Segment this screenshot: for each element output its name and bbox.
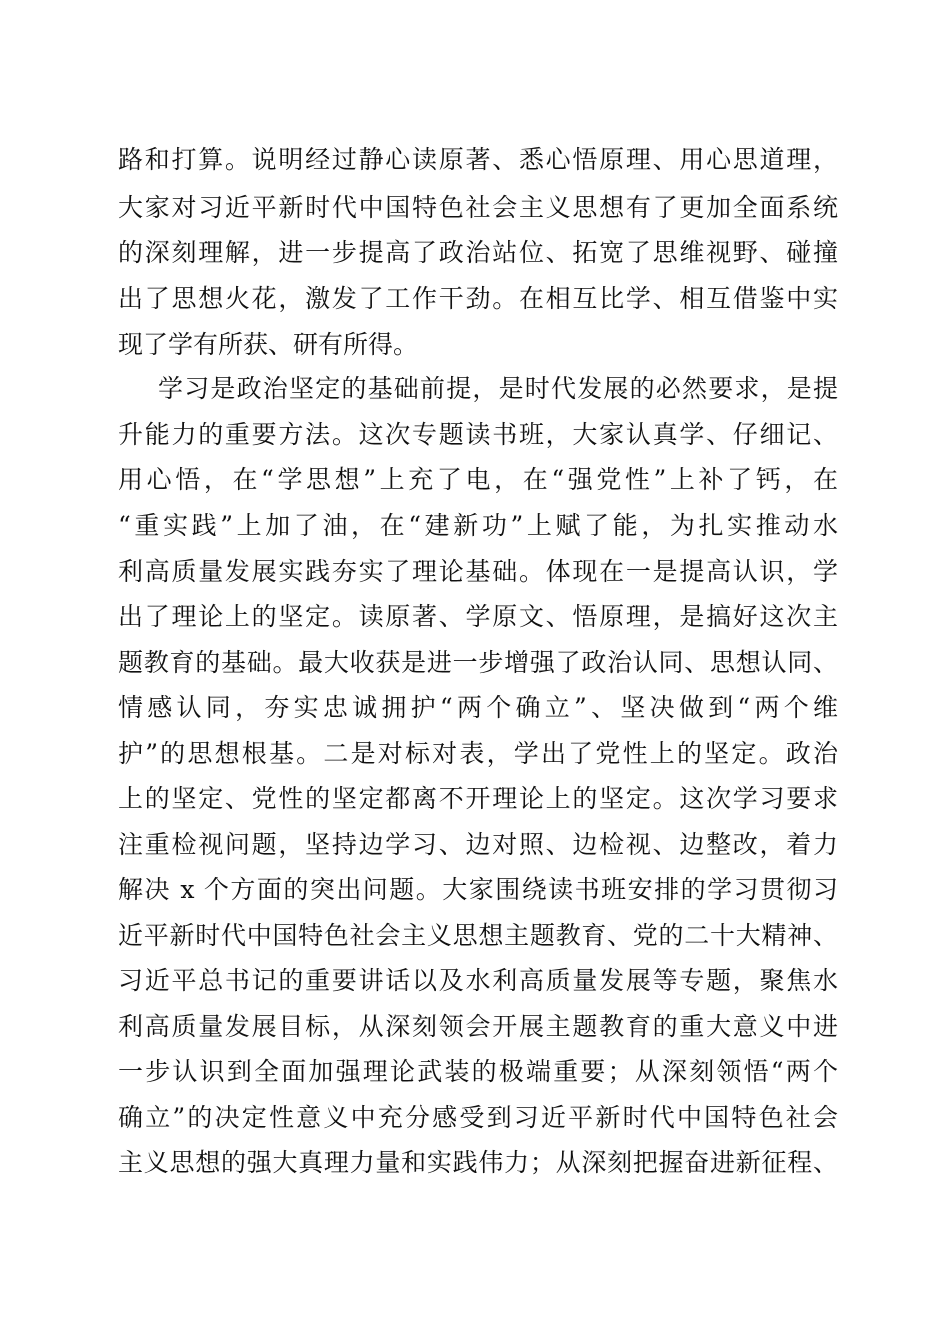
text-line: 利高质量发展目标，从深刻领会开展主题教育的重大意义中进	[118, 1012, 838, 1041]
paragraph-first-line: 学习是政治坚定的基础前提，是时代发展的必然要求，是提	[158, 374, 838, 403]
text-line: 习近平总书记的重要讲话以及水利高质量发展等专题，聚焦水	[118, 966, 838, 995]
text-line: 近平新时代中国特色社会主义思想主题教育、党的二十大精神、	[118, 921, 838, 950]
text-line: 出了思想火花，激发了工作干劲。在相互比学、相互借鉴中实	[118, 284, 838, 313]
text-line: 出了理论上的坚定。读原著、学原文、悟原理，是搞好这次主	[118, 602, 838, 631]
text-line: 题教育的基础。最大收获是进一步增强了政治认同、思想认同、	[118, 648, 838, 677]
text-line: 利高质量发展实践夯实了理论基础。体现在一是提高认识，学	[118, 557, 838, 586]
text-line: 的深刻理解，进一步提高了政治站位、拓宽了思维视野、碰撞	[118, 238, 838, 267]
text-line: 上的坚定、党性的坚定都离不开理论上的坚定。这次学习要求	[118, 784, 838, 813]
text-line: 用心悟，在“学思想”上充了电，在“强党性”上补了钙，在	[118, 465, 838, 494]
text-line: 注重检视问题，坚持边学习、边对照、边检视、边整改，着力	[118, 830, 838, 859]
text-line: “重实践”上加了油，在“建新功”上赋了能，为扎实推动水	[118, 511, 838, 540]
text-line: 现了学有所获、研有所得。	[118, 330, 419, 359]
text-line: 升能力的重要方法。这次专题读书班，大家认真学、仔细记、	[118, 420, 838, 449]
text-line: 确立”的决定性意义中充分感受到习近平新时代中国特色社会	[118, 1103, 838, 1132]
text-line: 主义思想的强大真理力量和实践伟力；从深刻把握奋进新征程、	[118, 1148, 838, 1177]
text-line: 大家对习近平新时代中国特色社会主义思想有了更加全面系统	[118, 193, 838, 222]
text-line: 护”的思想根基。二是对标对表，学出了党性上的坚定。政治	[118, 739, 838, 768]
text-line: 路和打算。说明经过静心读原著、悉心悟原理、用心思道理，	[118, 145, 838, 174]
text-line: 一步认识到全面加强理论武装的极端重要；从深刻领悟“两个	[118, 1057, 838, 1086]
text-line: 解决 x 个方面的突出问题。大家围绕读书班安排的学习贯彻习	[118, 875, 838, 904]
text-line: 情感认同，夯实忠诚拥护“两个确立”、坚决做到“两个维	[118, 693, 838, 722]
